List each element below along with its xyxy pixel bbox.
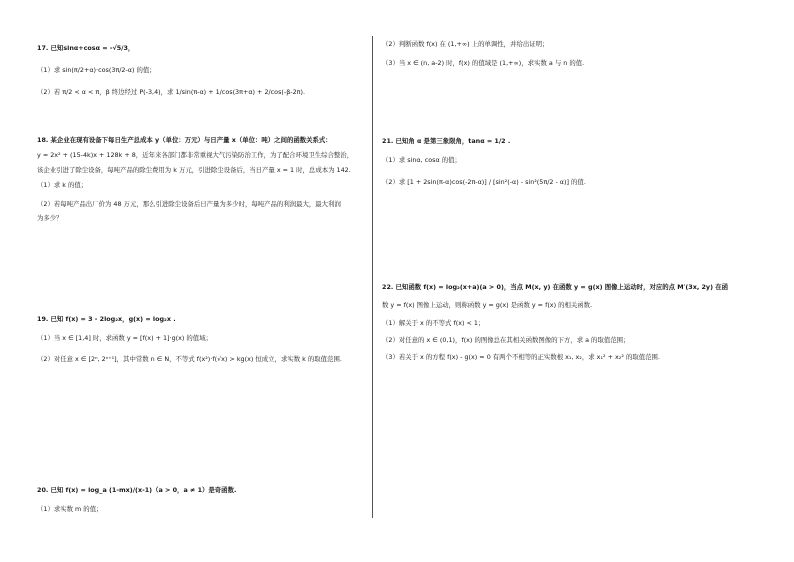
q18-part2a: （2）若每吨产品出厂价为 48 万元，那么引进除尘设备后日产量为多少时，每吨产品的利润最大，最大利润: [37, 200, 341, 208]
q18-line1: 18. 某企业在现有设备下每日生产总成本 y（单位：万元）与日产量 x（单位：吨）之间的函数关系式：: [37, 136, 332, 144]
q18-line3: 该企业引进了除尘设备，每吨产品的除尘费用为 k 万元，引进除尘设备后，当日产量 x = 1 时，总成本为 142.: [37, 166, 351, 174]
q20-part1: （1）求实数 m 的值；: [37, 505, 103, 513]
q22-part3: （3）若关于 x 的方程 f(x) - g(x) = 0 有两个不相等的正实数根 x₁, x₂，求 x₁² + x₂² 的取值范围.: [382, 353, 660, 361]
q22-part1: （1）解关于 x 的不等式 f(x) < 1；: [382, 319, 485, 327]
q21-stem: 21. 已知角 α 是第三象限角，tanα = 1/2 .: [382, 137, 511, 145]
q22-line1: 22. 已知函数 f(x) = log₂(x+a)(a > 0)，当点 M(x, y) 在函数 y = g(x) 图像上运动时，对应的点 M′(3x, 2y) 在函: [382, 283, 729, 291]
q21-part2: （2）求 [1 + 2sin(π-α)cos(-2π-α)] / [sin²(-α) - sin²(5π/2 - α)] 的值.: [382, 178, 586, 186]
q17-part1: （1）求 sin(π/2+α)·cos(3π/2-α) 的值；: [37, 66, 156, 74]
q18-part2b: 为多少？: [37, 214, 63, 222]
right-column: [374, 0, 794, 562]
q18-part1: （1）求 k 的值；: [37, 181, 88, 189]
q19-stem: 19. 已知 f(x) = 3 - 2log₂x，g(x) = log₂x .: [37, 315, 176, 323]
q21-part1: （1）求 sinα, cosα 的值；: [382, 156, 461, 164]
q18-line2: y = 2x² + (15-4k)x + 128k + 8，近年来各部门都非常重视大气污染防治工作，为了配合环境卫生综合整治，: [37, 151, 354, 159]
q20-stem: 20. 已知 f(x) = log_a (1-mx)/(x-1)（a > 0，a ≠ 1）是奇函数.: [37, 486, 237, 494]
q17-stem: 17. 已知sinα+cosα = -√5/3，: [37, 44, 135, 52]
column-divider: [372, 36, 373, 518]
left-column: [0, 0, 372, 562]
q19-part1: （1）当 x ∈ [1,4] 时，求函数 y = [f(x) + 1]·g(x) 的值域；: [37, 334, 212, 342]
q22-part2: （2）对任意的 x ∈ (0,1)，f(x) 的图像总在其相关函数图像的下方，求 a 的取值范围；: [382, 336, 630, 344]
q22-line2: 数 y = f(x) 图像上运动，则称函数 y = g(x) 是函数 y = f(x) 的相关函数.: [382, 301, 593, 309]
q17-part2: （2）若 π/2 < α < π，β 终边经过 P(-3,4)，求 1/sin(π-α) + 1/cos(3π+α) + 2/cos(-β-2π).: [37, 88, 306, 96]
q20-part3: （3）当 x ∈ (n, a-2) 时，f(x) 的值域是 (1,+∞)，求实数 a 与 n 的值.: [382, 59, 585, 67]
q19-part2: （2）对任意 x ∈ [2ⁿ, 2ⁿ⁺¹]，其中常数 n ∈ N，不等式 f(x²)·f(√x) > kg(x) 恒成立，求实数 k 的取值范围.: [37, 355, 342, 363]
q20-part2: （2）判断函数 f(x) 在 (1,+∞) 上的单调性，并给出证明；: [382, 40, 549, 48]
